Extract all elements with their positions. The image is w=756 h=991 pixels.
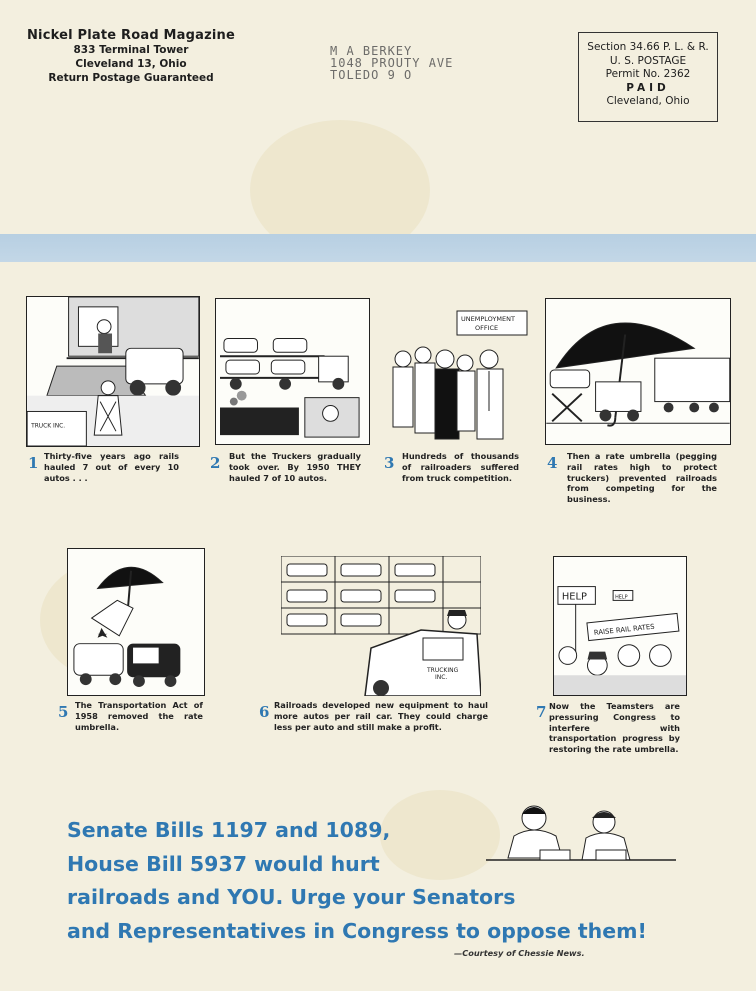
postage-city: Cleveland, Ohio <box>606 95 690 107</box>
headline-line-2: House Bill 5937 would hurt <box>67 851 380 876</box>
panel-7-art-text-1: HELP <box>561 591 587 603</box>
headline-line-1: Senate Bills 1197 and 1089, <box>67 818 391 842</box>
panel-2-caption: But the Truckers gradually took over. By 1950 THEY hauled 7 of 10 autos. <box>229 451 361 483</box>
cartoon-panel-1 <box>26 296 200 447</box>
panel-7-art-text-2: HELP <box>615 594 628 601</box>
headline-line-3: railroads and YOU. Urge your Senators <box>67 885 516 909</box>
postage-permit: Permit No. 2362 <box>605 68 691 80</box>
cartoon-teamsters-protest <box>554 557 686 695</box>
cartoon-panel-7 <box>553 556 687 696</box>
panel-3-number: 3 <box>384 454 395 472</box>
panel-1-number: 1 <box>28 454 39 472</box>
two-men-writing-illustration <box>486 802 686 870</box>
return-street: 833 Terminal Tower <box>73 44 189 56</box>
cartoon-new-rail-equipment <box>281 556 481 696</box>
cartoon-umbrella-removed <box>68 549 204 695</box>
panel-1-caption: Thirty-five years ago rails hauled 7 out of every 10 autos . . . <box>44 451 179 483</box>
panel-6-art-text-1: TRUCKING <box>427 667 459 674</box>
postage-us: U. S. POSTAGE <box>609 54 687 67</box>
cartoon-panel-4 <box>545 298 731 445</box>
cartoon-panel-6 <box>281 556 481 696</box>
mailing-address-label <box>330 45 453 81</box>
cartoon-panel-3 <box>389 301 532 445</box>
panel-5-number: 5 <box>58 703 69 721</box>
recipient-name: M A BERKEY <box>330 44 413 58</box>
postage-section: Section 34.66 P. L. & R. <box>587 41 709 53</box>
panel-3-caption: Hundreds of thousands of railroaders suffered from truck competition. <box>402 451 519 483</box>
recipient-city: TOLEDO 9 O <box>330 68 413 82</box>
postage-paid: PAID <box>626 81 670 94</box>
return-postage-note: Return Postage Guaranteed <box>48 72 214 84</box>
cartoon-panel-2 <box>215 298 370 445</box>
magazine-name: Nickel Plate Road Magazine <box>26 28 236 43</box>
recipient-street: 1048 PROUTY AVE <box>330 56 454 70</box>
panel-4-number: 4 <box>547 454 558 472</box>
panel-7-caption: Now the Teamsters are pressuring Congress to interfere with transportation progress by restoring the rate umbrella. <box>549 701 680 755</box>
panel-6-number: 6 <box>259 703 270 721</box>
cartoon-rate-umbrella <box>546 299 730 444</box>
sign-line-2: OFFICE <box>475 324 499 332</box>
cartoon-unemployment-line <box>389 301 532 445</box>
return-city: Cleveland 13, Ohio <box>75 58 187 70</box>
panel-4-caption: Then a rate umbrella (pegging rail rates high to protect truckers) prevented railroads from competing for the business. <box>567 451 717 505</box>
panel-1-art-text: TRUCK INC. <box>31 423 66 430</box>
panel-6-caption: Railroads developed new equipment to haul more autos per rail car. They could charge less per auto and still make a profit. <box>274 700 488 732</box>
panel-7-art-text-3: RAISE RAIL RATES <box>593 622 655 638</box>
return-address <box>26 28 236 85</box>
sign-line-1: UNEMPLOYMENT <box>461 315 515 323</box>
panel-2-number: 2 <box>210 454 221 472</box>
postage-permit-box <box>578 32 718 122</box>
headline-line-4: and Representatives in Congress to oppose them! <box>67 918 647 943</box>
panel-6-art-text-2: INC. <box>435 674 448 681</box>
cartoon-car-carrier-truck <box>216 299 369 444</box>
panel-7-number: 7 <box>536 703 547 721</box>
cartoon-panel-5 <box>67 548 205 696</box>
panel-5-caption: The Transportation Act of 1958 removed the rate umbrella. <box>75 700 203 732</box>
blue-band <box>0 234 756 262</box>
cartoon-rail-car-unloading <box>27 297 199 446</box>
courtesy-credit: —Courtesy of Chessie News. <box>454 948 585 958</box>
